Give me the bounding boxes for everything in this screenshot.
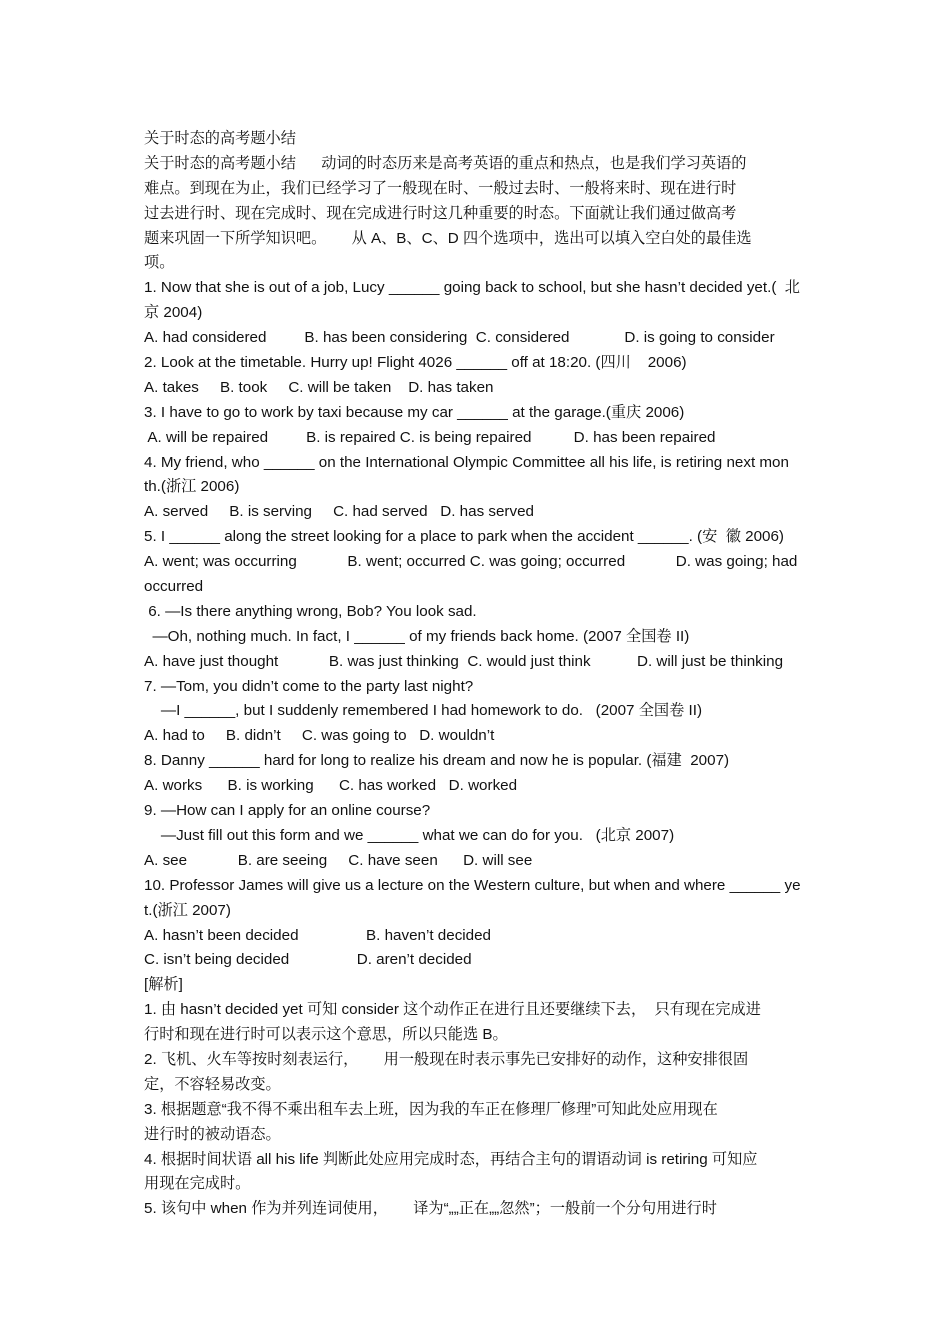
question-10-line-2: t.(浙江 2007) [144,901,231,919]
intro-line-2: 难点。到现在为止，我们已经学习了一般现在时、一般过去时、一般将来时、现在进行时 [144,179,737,197]
question-1-line-1: 1. Now that she is out of a job, Lucy ______ going back to school, but she hasn’t decided yet.( 北 [144,279,800,297]
intro-line-4: 题来巩固一下所学知识吧。 从 A、B、C、D 四个选项中，选出可以填入空白处的最佳选 [144,229,752,247]
question-3-options: A. will be repaired B. is repaired C. is being repaired D. has been repaired [144,428,716,446]
analysis-2-line-1: 2. 飞机、火车等按时刻表运行， 用一般现在时表示事先已安排好的动作，这种安排很固 [144,1050,749,1068]
document-body [144,127,807,1222]
question-2-options: A. takes B. took C. will be taken D. has taken [144,378,494,396]
question-2: 2. Look at the timetable. Hurry up! Flight 4026 ______ off at 18:20. (四川 2006) [144,354,687,372]
question-9-line-1: 9. —How can I apply for an online course? [144,802,431,820]
intro-line-1: 关于时态的高考题小结 动词的时态历来是高考英语的重点和热点，也是我们学习英语的 [144,154,747,172]
analysis-4-line-2: 用现在完成时。 [144,1175,251,1193]
analysis-4-line-1: 4. 根据时间状语 all his life 判断此处应用完成时态，再结合主句的谓语动词 is retiring 可知应 [144,1150,758,1168]
question-7-line-1: 7. —Tom, you didn’t come to the party last night? [144,677,474,695]
analysis-heading: [解析] [144,976,183,994]
question-5-options-line-1: A. went; was occurring B. went; occurred C. was going; occurred D. was going; had [144,553,798,571]
analysis-1-line-1: 1. 由 hasn’t decided yet 可知 consider 这个动作正在进行且还要继续下去， 只有现在完成进 [144,1001,761,1019]
question-6-options: A. have just thought B. was just thinking C. would just think D. will just be thinking [144,652,784,670]
analysis-2-line-2: 定，不容轻易改变。 [144,1075,281,1093]
question-6-line-2: —Oh, nothing much. In fact, I ______ of my friends back home. (2007 全国卷 II) [144,627,690,645]
question-7-line-2: —I ______, but I suddenly remembered I had homework to do. (2007 全国卷 II) [144,702,702,720]
analysis-1-line-2: 行时和现在进行时可以表示这个意思，所以只能选 B。 [144,1026,508,1044]
question-7-options: A. had to B. didn’t C. was going to D. wouldn’t [144,727,495,745]
question-8: 8. Danny ______ hard for long to realize his dream and now he is popular. (福建 2007) [144,752,730,770]
question-1-options: A. had considered B. has been considering C. considered D. is going to consider [144,329,775,347]
question-4-line-2: th.(浙江 2006) [144,478,240,496]
question-3: 3. I have to go to work by taxi because my car ______ at the garage.(重庆 2006) [144,403,685,421]
question-10-options-line-1: A. hasn’t been decided B. haven’t decided [144,926,491,944]
question-8-options: A. works B. is working C. has worked D. worked [144,777,518,795]
question-9-options: A. see B. are seeing C. have seen D. will see [144,851,533,869]
analysis-5-line-1: 5. 该句中 when 作为并列连词使用， 译为“„„正在„„忽然”；一般前一个分句用进行时 [144,1200,717,1218]
intro-line-3: 过去进行时、现在完成时、现在完成进行时这几种重要的时态。下面就让我们通过做高考 [144,204,737,222]
question-4-options: A. served B. is serving C. had served D. has served [144,503,534,521]
question-1-line-2: 京 2004) [144,304,203,322]
analysis-3-line-2: 进行时的被动语态。 [144,1125,281,1143]
question-9-line-2: —Just fill out this form and we ______ what we can do for you. (北京 2007) [144,826,675,844]
document-title: 关于时态的高考题小结 [144,130,296,147]
question-10-options-line-2: C. isn’t being decided D. aren’t decided [144,951,472,969]
question-4-line-1: 4. My friend, who ______ on the International Olympic Committee all his life, is retiring next mon [144,453,789,471]
question-5-options-line-2: occurred [144,578,204,596]
question-10-line-1: 10. Professor James will give us a lecture on the Western culture, but when and where ______ ye [144,876,801,894]
question-6-line-1: 6. —Is there anything wrong, Bob? You look sad. [144,602,477,620]
question-5: 5. I ______ along the street looking for a place to park when the accident ______. (安 徽 2006) [144,528,784,546]
analysis-3-line-1: 3. 根据题意“我不得不乘出租车去上班，因为我的车正在修理厂修理”可知此处应用现在 [144,1100,718,1118]
intro-line-5: 项。 [144,254,175,272]
